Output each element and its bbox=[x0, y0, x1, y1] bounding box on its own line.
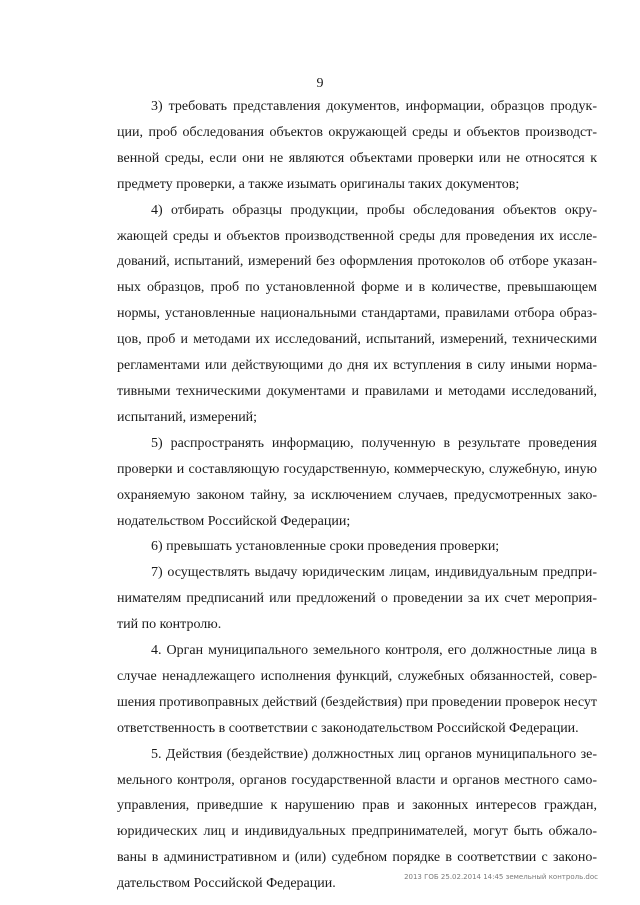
page-number: 9 bbox=[316, 76, 324, 91]
paragraph-item-7: 7) осуществлять выдачу юридическим лицам, индивидуальным предпринимателям предписаний или предложений о проведении за их счет мероприятий по контролю. bbox=[117, 565, 597, 633]
paragraph-item-6: 6) превышать установленные сроки проведения проверки; bbox=[151, 539, 500, 555]
paragraph-item-5: 5) распространять информацию, полученную в результате проведения проверки и составляющую государственную, коммерческую, служебную, иную охраняемую законом тайну, за исключением случаев, предусмотренных законодательством Российской Федерации; bbox=[117, 435, 597, 529]
document-body bbox=[117, 94, 597, 897]
paragraph-section-5: 5. Действия (бездействие) должностных лиц органов муниципального земельного контроля, органов государственной власти и органов местного самоуправления, приведшие к нарушению прав и законных интересов граждан, юридических лиц и индивидуальных предпринимателей, могут быть обжалованы в административном и (или) судебном порядке в соответствии с законодательством Российской Федерации. bbox=[117, 746, 597, 892]
paragraph-item-3: 3) требовать представления документов, информации, образцов продукции, проб обследования объектов окружающей среды и объектов производственной среды, если они не являются объектами проверки или не относятся к предмету проверки, а также изымать оригиналы таких документов; bbox=[117, 99, 597, 192]
footer-stamp: 2013 ГОБ 25.02.2014 14:45 земельный контроль.doc bbox=[404, 873, 598, 881]
paragraph-item-4: 4) отбирать образцы продукции, пробы обследования объектов окружающей среды и объектов производственной среды для проведения их исследований, испытаний, измерений без оформления протоколов об отборе указанных образцов, проб по установленной форме и в количестве, превышающем нормы, установленные национальными стандартами, правилами отбора образцов, проб и методами их исследований, испытаний, измерений, техническими регламентами или действующими до дня их вступления в силу иными нормативными техническими документами и правилами и методами исследований, испытаний, измерений; bbox=[117, 202, 597, 425]
paragraph-section-4: 4. Орган муниципального земельного контроля, его должностные лица в случае ненадлежащего исполнения функций, служебных обязанностей, совершения противоправных действий (бездействия) при проведении проверок несут ответственность в соответствии с законодательством Российской Федерации. bbox=[117, 643, 597, 736]
